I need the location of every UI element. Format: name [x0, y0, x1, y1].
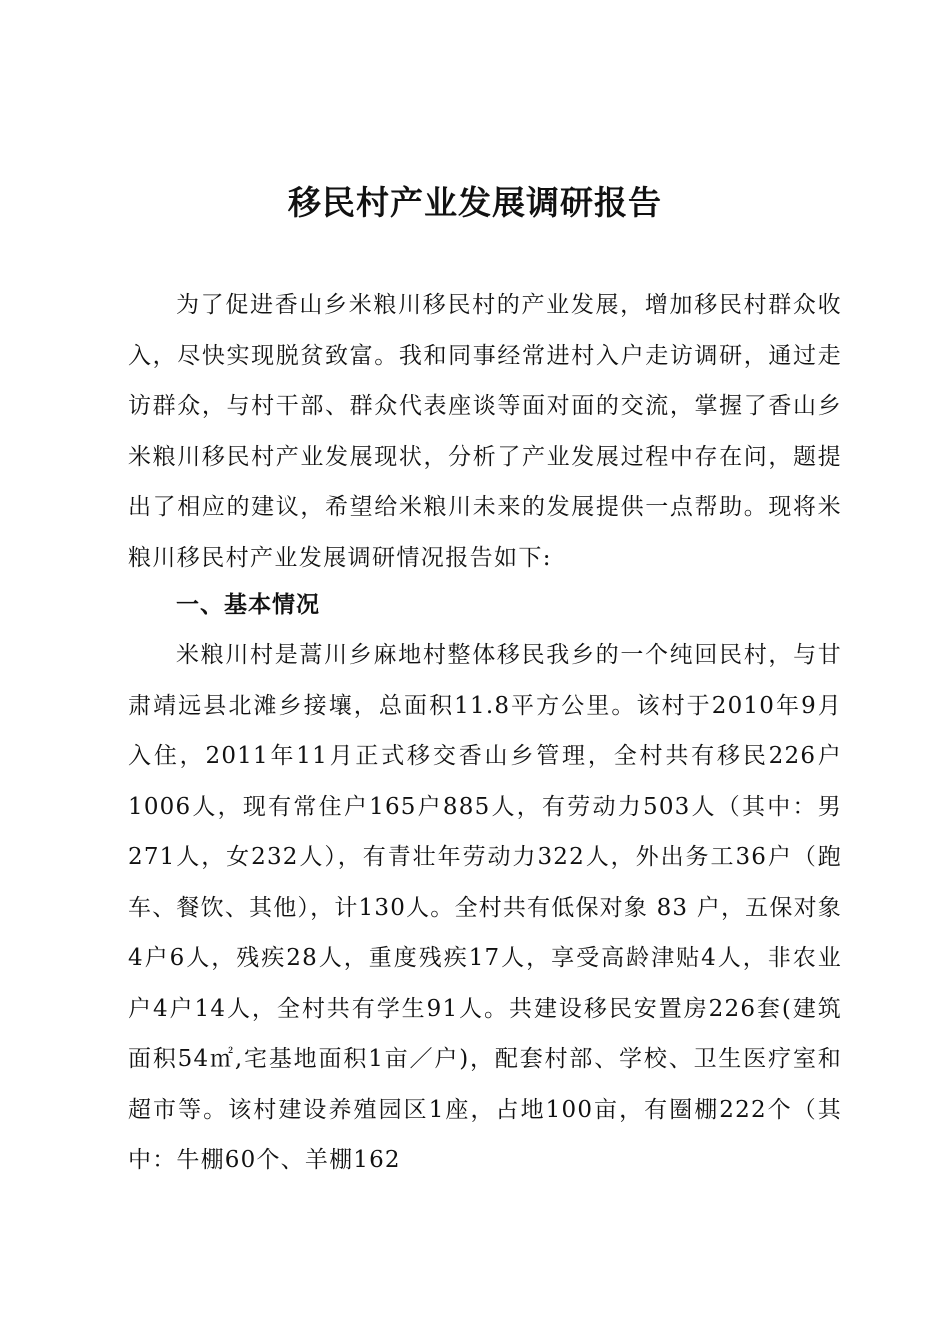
document-title: 移民村产业发展调研报告 — [288, 183, 662, 222]
basic-situation-paragraph: 米粮川村是蒿川乡麻地村整体移民我乡的一个纯回民村，与甘肃靖远县北滩乡接壤，总面积11.8平方公里。该村于2010年9月入住，2011年11月正式移交香山乡管理，全村共有移民226户1006人，现有常住户165户885人，有劳动力503人（其中：男271人，女232人），有青壮年劳动力322人，外出务工36户（跑车、餐饮、其他），计130人。全村共有低保对象 83 户，五保对象4户6人，残疾28人，重度残疾17人，享受高龄津贴4人，非农业户4户14人，全村共有学生91人。共建设移民安置房226套(建筑面积54㎡,宅基地面积1亩／户)，配套村部、学校、卫生医疗室和超市等。该村建设养殖园区1座，占地100亩，有圈棚222个（其中：牛棚60个、羊棚162 — [128, 642, 842, 1173]
intro-paragraph: 为了促进香山乡米粮川移民村的产业发展，增加移民村群众收入，尽快实现脱贫致富。我和同事经常进村入户走访调研，通过走访群众，与村干部、群众代表座谈等面对面的交流，掌握了香山乡米粮川移民村产业发展现状，分析了产业发展过程中存在问，题提出了相应的建议，希望给米粮川未来的发展提供一点帮助。现将米粮川移民村产业发展调研情况报告如下: — [128, 292, 842, 571]
section-heading-basic-situation: 一、基本情况 — [176, 592, 320, 618]
